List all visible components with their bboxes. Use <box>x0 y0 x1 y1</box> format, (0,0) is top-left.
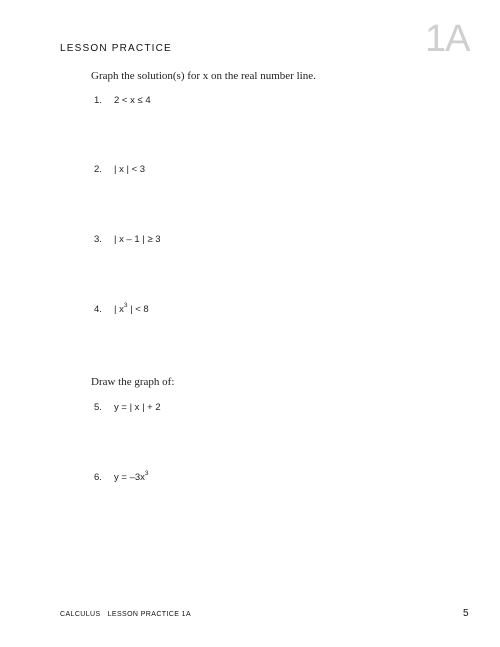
problem-5 <box>94 402 161 413</box>
problem-number: 5. <box>94 402 102 413</box>
section-label: LESSON PRACTICE <box>60 43 172 54</box>
expression-exponent: 3 <box>123 302 128 309</box>
problem-1 <box>94 95 151 106</box>
problem-expression: y = | x | + 2 <box>114 402 161 413</box>
lesson-code: 1A <box>425 18 470 60</box>
problem-4 <box>94 304 149 315</box>
problem-number: 3. <box>94 234 102 245</box>
problem-expression <box>114 472 149 483</box>
problem-3 <box>94 234 161 245</box>
problem-number: 6. <box>94 472 102 483</box>
instruction-graph: Draw the graph of: <box>91 376 175 388</box>
problem-expression <box>114 304 149 315</box>
expression-base: | x <box>114 304 124 315</box>
expression-base: y = –3x <box>114 472 145 483</box>
problem-2 <box>94 164 145 175</box>
problem-expression: | x | < 3 <box>114 164 146 175</box>
expression-rest: | < 8 <box>127 304 149 315</box>
expression-exponent: 3 <box>144 470 149 477</box>
page-number: 5 <box>463 608 469 619</box>
footer-title: CALCULUS LESSON PRACTICE 1A <box>60 611 192 618</box>
problem-expression: | x – 1 | ≥ 3 <box>114 234 161 245</box>
instruction-number-line: Graph the solution(s) for x on the real number line. <box>91 70 316 82</box>
problem-number: 2. <box>94 164 102 175</box>
problem-number: 4. <box>94 304 102 315</box>
problem-expression: 2 < x ≤ 4 <box>114 95 151 106</box>
problem-number: 1. <box>94 95 102 106</box>
problem-6 <box>94 472 149 483</box>
